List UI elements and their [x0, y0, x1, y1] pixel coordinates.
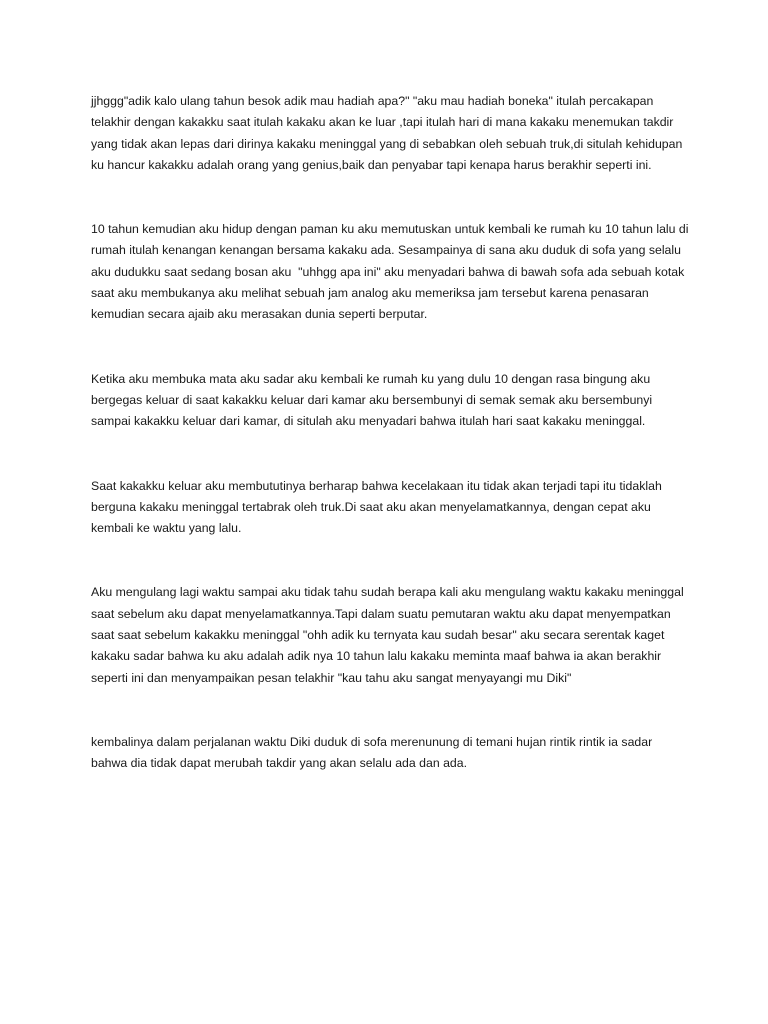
paragraph-6: kembalinya dalam perjalanan waktu Diki duduk di sofa merenunung di temani hujan rintik rintik ia sadar bahwa dia tidak dapat merubah takdir yang akan selalu ada dan ada. [91, 734, 656, 771]
document-body [91, 91, 691, 818]
paragraph-5: Aku mengulang lagi waktu sampai aku tidak tahu sudah berapa kali aku mengulang waktu kakaku meninggal saat sebelum aku dapat menyelamatkannya.Tapi dalam suatu pemutaran waktu aku dapat menyempatkan saat saat sebelum kakakku meninggal "ohh adik ku ternyata kau sudah besar" aku secara serentak kaget kakaku sadar bahwa ku aku adalah adik nya 10 tahun lalu kakaku meminta maaf bahwa ia akan berakhir seperti ini dan menyampaikan pesan telakhir "kau tahu aku sangat menyayangi mu Diki" [91, 585, 688, 685]
paragraph-3: Ketika aku membuka mata aku sadar aku kembali ke rumah ku yang dulu 10 dengan rasa bingung aku bergegas keluar di saat kakakku keluar dari kamar aku bersembunyi di semak semak aku bersembunyi sampai kakakku keluar dari kamar, di situlah aku menyadari bahwa itulah hari saat kakaku meninggal. [91, 371, 656, 429]
paragraph-4: Saat kakakku keluar aku membututinya berharap bahwa kecelakaan itu tidak akan terjadi tapi itu tidaklah berguna kakaku meninggal tertabrak oleh truk.Di saat aku akan menyelamatkannya, dengan cepat aku kembali ke waktu yang lalu. [91, 478, 666, 536]
paragraph-2: 10 tahun kemudian aku hidup dengan paman ku aku memutuskan untuk kembali ke rumah ku 10 tahun lalu di rumah itulah kenangan kenangan bersama kakaku ada. Sesampainya di sana aku duduk di sofa yang selalu aku dudukku saat sedang bosan aku "uhhgg apa ini" aku menyadari bahwa di bawah sofa ada sebuah kotak saat aku membukanya aku melihat sebuah jam analog aku memeriksa jam tersebut karena penasaran kemudian secara ajaib aku merasakan dunia seperti berputar. [91, 222, 692, 322]
paragraph-1: jjhggg"adik kalo ulang tahun besok adik mau hadiah apa?" "aku mau hadiah boneka" itulah percakapan telakhir dengan kakakku saat itulah kakaku akan ke luar ,tapi itulah hari di mana kakaku menemukan takdir yang tidak akan lepas dari dirinya kakaku meninggal yang di sebabkan oleh sebuah truk,di situlah kehidupan ku hancur kakakku adalah orang yang genius,baik dan penyabar tapi kenapa harus berakhir seperti ini. [91, 94, 686, 172]
